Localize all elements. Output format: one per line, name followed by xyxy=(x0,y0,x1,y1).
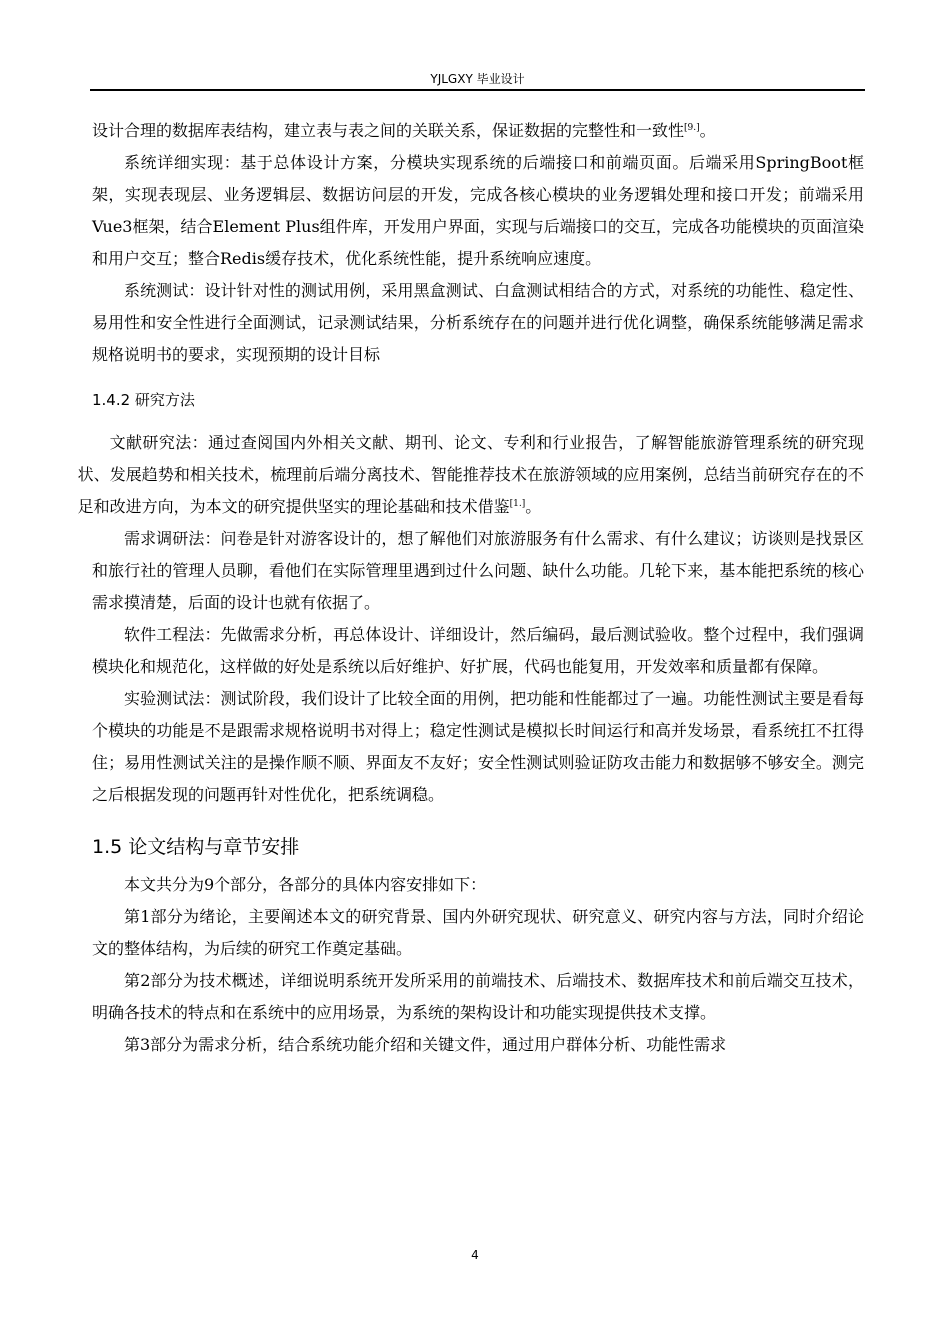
header-rule xyxy=(90,89,865,91)
section-heading-1-5: 1.5 论文结构与章节安排 xyxy=(92,836,300,858)
paragraph: 本文共分为9个部分，各部分的具体内容安排如下： xyxy=(124,875,487,894)
paragraph: 第3部分为需求分析，结合系统功能介绍和关键文件，通过用户群体分析、功能性需求 xyxy=(124,1035,727,1054)
paragraph: 文献研究法：通过查阅国内外相关文献、期刊、论文、专利和行业报告，了解智能旅游管理系统的研究现状、发展趋势和相关技术，梳理前后端分离技术、智能推荐技术在旅游领域的应用案例，总结当前研究存在的不足和改进方向，为本文的研究提供坚实的理论基础和技术借鉴[1.]。 xyxy=(77,433,864,516)
paragraph: 设计合理的数据库表结构，建立表与表之间的关联关系，保证数据的完整性和一致性[9.]。 xyxy=(92,121,716,140)
paragraph: 软件工程法：先做需求分析，再总体设计、详细设计，然后编码，最后测试验收。整个过程中，我们强调模块化和规范化，这样做的好处是系统以后好维护、好扩展，代码也能复用，开发效率和质量都有保障。 xyxy=(92,625,864,676)
page-header: YJLGXY 毕业设计 xyxy=(430,72,525,86)
paragraph: 系统详细实现：基于总体设计方案，分模块实现系统的后端接口和前端页面。后端采用SpringBoot框架，实现表现层、业务逻辑层、数据访问层的开发，完成各核心模块的业务逻辑处理和接口开发；前端采用Vue3框架，结合Element Plus组件库，开发用户界面，实现与后端接口的交互，完成各功能模块的页面渲染和用户交互；整合Redis缓存技术，优化系统性能，提升系统响应速度。 xyxy=(92,153,864,268)
page-number: 4 xyxy=(471,1248,479,1262)
paragraph: 需求调研法：问卷是针对游客设计的，想了解他们对旅游服务有什么需求、有什么建议；访谈则是找景区和旅行社的管理人员聊，看他们在实际管理里遇到过什么问题、缺什么功能。几轮下来，基本能把系统的核心需求摸清楚，后面的设计也就有依据了。 xyxy=(92,529,864,612)
paragraph: 系统测试：设计针对性的测试用例，采用黑盒测试、白盒测试相结合的方式，对系统的功能性、稳定性、易用性和安全性进行全面测试，记录测试结果，分析系统存在的问题并进行优化调整，确保系统能够满足需求规格说明书的要求，实现预期的设计目标 xyxy=(92,281,864,364)
citation: [9.] xyxy=(684,123,700,133)
paragraph: 实验测试法：测试阶段，我们设计了比较全面的用例，把功能和性能都过了一遍。功能性测试主要是看每个模块的功能是不是跟需求规格说明书对得上；稳定性测试是模拟长时间运行和高并发场景，看系统扛不扛得住；易用性测试关注的是操作顺不顺、界面友不友好；安全性测试则验证防攻击能力和数据够不够安全。测完之后根据发现的问题再针对性优化，把系统调稳。 xyxy=(92,689,864,804)
citation: [1.] xyxy=(509,499,526,509)
paragraph: 第2部分为技术概述，详细说明系统开发所采用的前端技术、后端技术、数据库技术和前后端交互技术，明确各技术的特点和在系统中的应用场景，为系统的架构设计和功能实现提供技术支撑。 xyxy=(92,971,864,1022)
paragraph: 第1部分为绪论，主要阐述本文的研究背景、国内外研究现状、研究意义、研究内容与方法，同时介绍论文的整体结构，为后续的研究工作奠定基础。 xyxy=(92,907,864,958)
document-body xyxy=(77,115,864,1061)
section-heading-1-4-2: 1.4.2 研究方法 xyxy=(92,391,195,409)
